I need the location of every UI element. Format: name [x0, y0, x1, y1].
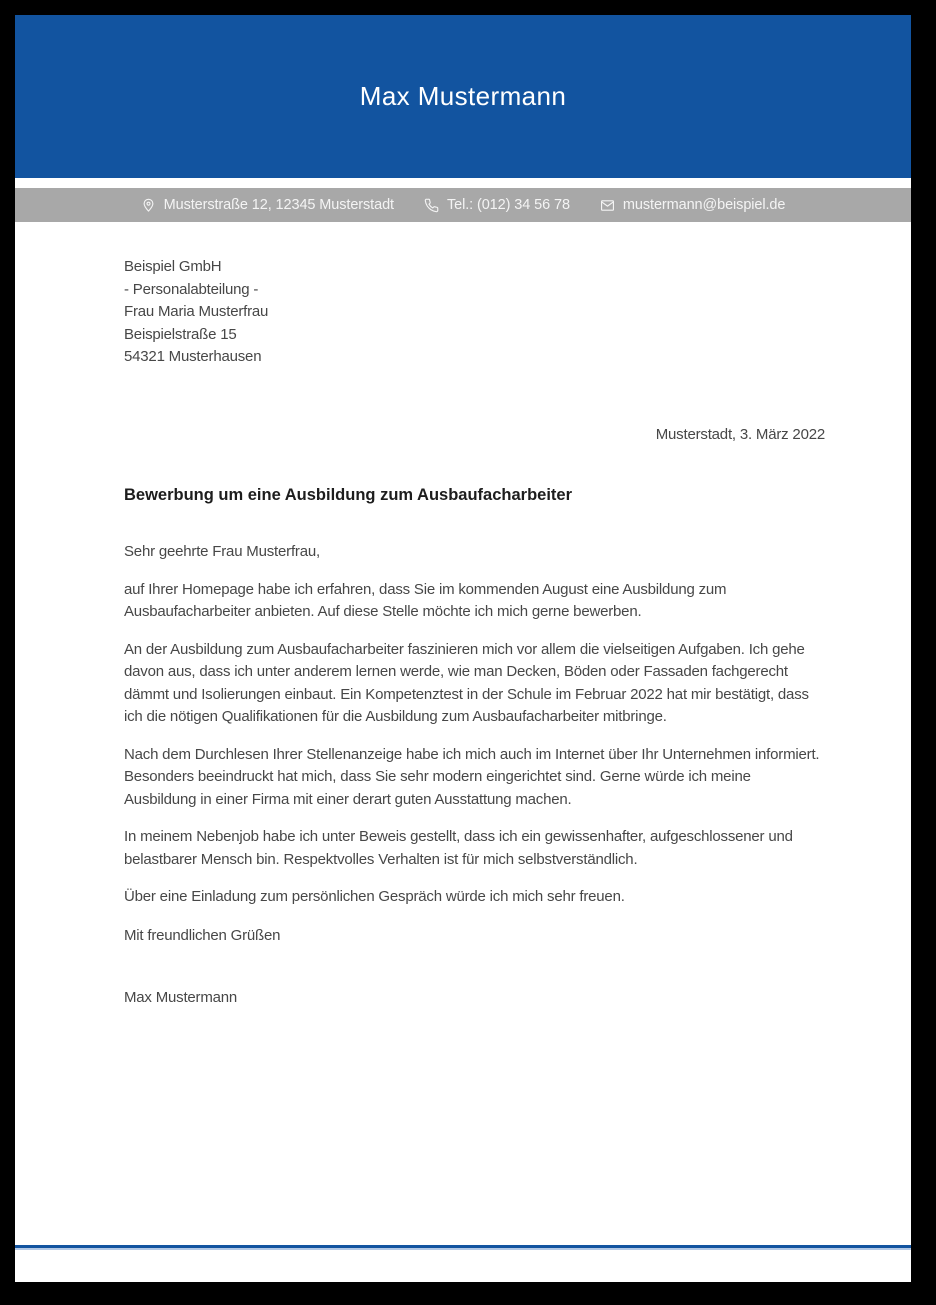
letterhead-band: [15, 15, 911, 178]
letter-sheet: [15, 15, 911, 1282]
paragraph-motivation: An der Ausbildung zum Ausbaufacharbeiter faszinieren mich vor allem die vielseitigen Aufgaben. Ich gehe davon aus, dass ich unter anderem lernen werde, wie man Decken, Böden oder Fassaden fachgerecht dämmt und Isolierungen einbaut. Ein Kompetenztest in der Schule im Februar 2022 hat mir bestätigt, dass ich die nötigen Qualifikationen für die Ausbildung zum Ausbaufacharbeiter mitbringe.: [124, 640, 809, 725]
salutation: Sehr geehrte Frau Musterfrau,: [124, 543, 320, 560]
recipient-address-block: [124, 256, 825, 369]
recipient-line-company: Beispiel GmbH: [124, 258, 222, 275]
envelope-icon: [600, 198, 615, 213]
recipient-line-city: 54321 Musterhausen: [124, 348, 262, 365]
recipient-line-street: Beispielstraße 15: [124, 325, 237, 343]
recipient-line-department: - Personalabteilung -: [124, 280, 259, 298]
paragraph-intro: auf Ihrer Homepage habe ich erfahren, dass Sie im kommenden August eine Ausbildung zum Ausbaufacharbeiter anbieten. Auf diese Stelle möchte ich mich gerne bewerben.: [124, 580, 727, 620]
contact-address: [141, 197, 394, 213]
letter-body: [15, 256, 911, 1010]
contact-email-text: mustermann@beispiel.de: [622, 197, 786, 213]
phone-icon: [424, 198, 439, 213]
contact-bar: [15, 188, 911, 222]
header-divider-gap: [15, 178, 911, 188]
paragraph-company: Nach dem Durchlesen Ihrer Stellenanzeige habe ich mich auch im Internet über Ihr Unternehmen informiert. Besonders beeindruckt hat mich, dass Sie sehr modern eingerichtet sind. Gerne würde ich meine Ausbildung in einer Firma mit einer derart guten Ausstattung machen.: [124, 745, 820, 808]
location-pin-icon: [141, 198, 156, 213]
closing-phrase: Mit freundlichen Grüßen: [124, 926, 281, 944]
applicant-name: Max Mustermann: [359, 81, 567, 111]
contact-phone: [424, 197, 570, 213]
date-line: Musterstadt, 3. März 2022: [655, 425, 825, 443]
contact-phone-text: Tel.: (012) 34 56 78: [446, 197, 570, 213]
footer-accent-rule: [15, 1245, 911, 1250]
contact-address-text: Musterstraße 12, 12345 Musterstadt: [163, 197, 394, 213]
paragraph-strengths: In meinem Nebenjob habe ich unter Beweis gestellt, dass ich ein gewissenhafter, aufgeschlossener und belastbarer Mensch bin. Respektvolles Verhalten ist für mich selbstverständlich.: [124, 828, 793, 868]
signature-name: Max Mustermann: [124, 989, 238, 1006]
footer-rule-light: [15, 1248, 911, 1250]
paragraph-invitation: Über eine Einladung zum persönlichen Gespräch würde ich mich sehr freuen.: [124, 888, 625, 905]
recipient-line-contact-person: Frau Maria Musterfrau: [124, 303, 269, 320]
contact-email: [600, 197, 785, 213]
subject-line: Bewerbung um eine Ausbildung zum Ausbaufacharbeiter: [124, 486, 572, 504]
